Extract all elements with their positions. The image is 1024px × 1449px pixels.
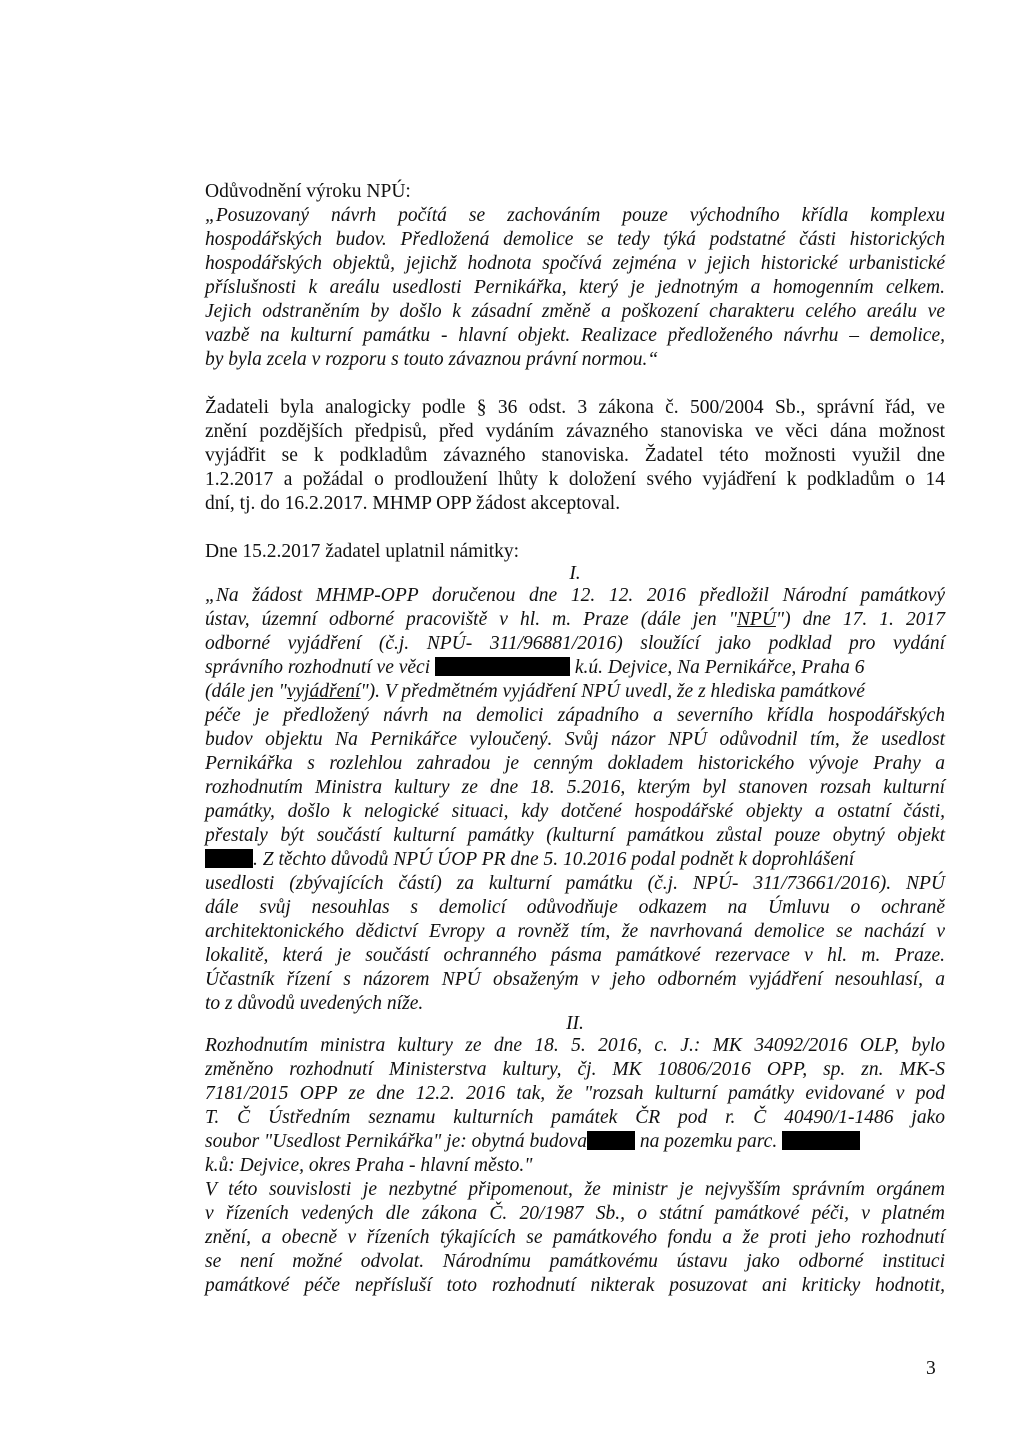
objection-line: znění, a obecně v řízeních týkajících se památkového fondu a že proti jeho rozhodnutí	[205, 1227, 945, 1248]
objection-line: Účastník řízení s názorem NPÚ obsaženým v jeho odborném vyjádření nesouhlasí, a	[205, 969, 945, 990]
quote-line: „Posuzovaný návrh počítá se zachováním pouze východního křídla komplexu	[205, 205, 945, 226]
text: ") dne 17. 1. 2017	[775, 609, 945, 630]
objection-line: budov objektu Na Pernikářce vyloučený. Svůj názor NPÚ odůvodnil tím, že usedlost	[205, 729, 945, 750]
underlined-abbreviation: NPÚ	[736, 609, 776, 630]
objection-line: památkové péče nepřísluší toto rozhodnutí nikterak posuzovat ani kriticky hodnotit,	[205, 1275, 945, 1296]
page-number: 3	[926, 1358, 936, 1379]
objection-line: přestaly být součástí kulturní památky (kulturní památkou zůstal pouze obytný objekt	[205, 825, 945, 846]
quote-line: by byla zcela v rozporu s touto závaznou právní normou.“	[205, 349, 659, 370]
objection-line: rozhodnutím Ministra kultury ze dne 18. 5.2016, kterým byl stanoven rozsah kulturní	[205, 777, 945, 798]
redaction-box	[205, 849, 253, 868]
text: "). V předmětném vyjádření NPÚ uvedl, že z hlediska památkové	[360, 681, 865, 702]
objection-line: V této souvislosti je nezbytné připomenout, že ministr je nejvyšším správním orgánem	[205, 1179, 945, 1200]
heading: Odůvodnění výroku NPÚ:	[205, 181, 411, 202]
objection-line	[205, 680, 945, 704]
quote-line: příslušnosti k areálu usedlosti Pernikářka, který je jednotným a homogenním celkem.	[205, 277, 945, 298]
objection-line: architektonického dědictví Evropy a rovněž tím, že navrhovaná demolice se nachází v	[205, 921, 945, 942]
text: ústav, územní odborné pracoviště v hl. m. Praze (dále jen "	[205, 609, 737, 630]
objection-line	[205, 656, 945, 680]
objection-line: odborné vyjádření (č.j. NPÚ- 311/96881/2016) sloužící jako podklad pro vydání	[205, 633, 945, 654]
objection-line: T. Č Ústředním seznamu kulturních památek ČR pod r. Č 40490/1-1486 jako	[205, 1107, 945, 1128]
objection-line: Pernikářka s rozlehlou zahradou je cenným dokladem historického vývoje Prahy a	[205, 753, 945, 774]
paragraph-line: znění pozdějších předpisů, před vydáním závazného stanoviska ve věci dána možnost	[205, 421, 945, 442]
redaction-box	[435, 657, 570, 676]
objection-line: dále svůj nesouhlas s demolicí odůvodňuje odkazem na Úmluvu o ochraně	[205, 897, 945, 918]
redaction-box	[587, 1131, 635, 1150]
text: správního rozhodnutí ve věci	[205, 657, 431, 678]
objection-line: péče je předložený návrh na demolici západního a severního křídla hospodářských	[205, 705, 945, 726]
objection-line	[205, 848, 945, 872]
objection-line: lokalitě, která je součástí ochranného pásma památkové rezervace v hl. m. Praze.	[205, 945, 945, 966]
objection-line: Rozhodnutím ministra kultury ze dne 18. 5. 2016, c. J.: MK 34092/2016 OLP, bylo	[205, 1035, 945, 1056]
quote-line: hospodářských objektů, jejichž hodnota spočívá zejména v jejich historické urbanistické	[205, 253, 945, 274]
text: na pozemku parc.	[639, 1131, 778, 1152]
objection-line: 7181/2015 OPP ze dne 12.2. 2016 tak, že "rozsah kulturní památky evidované v pod	[205, 1083, 945, 1104]
section-marker-2: II.	[566, 1013, 584, 1034]
objections-intro: Dne 15.2.2017 žadatel uplatnil námitky:	[205, 541, 520, 562]
quote-line: hospodářských budov. Předložená demolice se tedy týká podstatné části historických	[205, 229, 945, 250]
objection-line: památky, došlo k nelogické situaci, kdy dotčené hospodářské objekty a ostatní části,	[205, 801, 945, 822]
quote-line: Jejich odstraněním by došlo k zásadní změně a poškození charakteru celého areálu ve	[205, 301, 945, 322]
text: k.ú. Dejvice, Na Pernikářce, Praha 6	[574, 657, 865, 678]
paragraph-line: vyjádřit se k podkladům závazného stanoviska. Žadatel této možnosti využil dne	[205, 445, 945, 466]
objection-line: změněno rozhodnutí Ministerstva kultury, čj. MK 10806/2016 OPP, sp. zn. MK-S	[205, 1059, 945, 1080]
objection-line: v řízeních vedených dle zákona Č. 20/1987 Sb., o státní památkové péči, v platném	[205, 1203, 945, 1224]
objection-line	[205, 608, 945, 632]
paragraph-line: dní, tj. do 16.2.2017. MHMP OPP žádost akceptoval.	[205, 493, 621, 514]
objection-line: to z důvodů uvedených níže.	[205, 993, 424, 1014]
objection-line	[205, 1130, 945, 1154]
paragraph-line: 1.2.2017 a požádal o prodloužení lhůty k doložení svého vyjádření k podkladům o 14	[205, 469, 945, 490]
objection-line: usedlosti (zbývajících částí) za kulturní památku (č.j. NPÚ- 311/73661/2016). NPÚ	[205, 873, 945, 894]
paragraph-line: Žadateli byla analogicky podle § 36 odst. 3 zákona č. 500/2004 Sb., správní řád, ve	[205, 397, 945, 418]
objection-line: „Na žádost MHMP-OPP doručenou dne 12. 12. 2016 předložil Národní památkový	[205, 585, 945, 606]
objection-line: k.ů: Dejvice, okres Praha - hlavní město."	[205, 1155, 533, 1176]
text: (dále jen "	[205, 681, 287, 702]
text: . Z těchto důvodů NPÚ ÚOP PR dne 5. 10.2016 podal podnět k doprohlášení	[253, 849, 855, 870]
redaction-box	[782, 1131, 860, 1150]
text: soubor "Usedlost Pernikářka" je: obytná budova	[205, 1131, 587, 1152]
objection-line: se není možné odvolat. Národnímu památkovému ústavu jako odborné instituci	[205, 1251, 945, 1272]
quote-line: vazbě na kulturní památku - hlavní objekt. Realizace předloženého návrhu – demolice,	[205, 325, 945, 346]
section-marker-1: I.	[569, 563, 581, 584]
underlined-term: vyjádření	[286, 681, 361, 702]
